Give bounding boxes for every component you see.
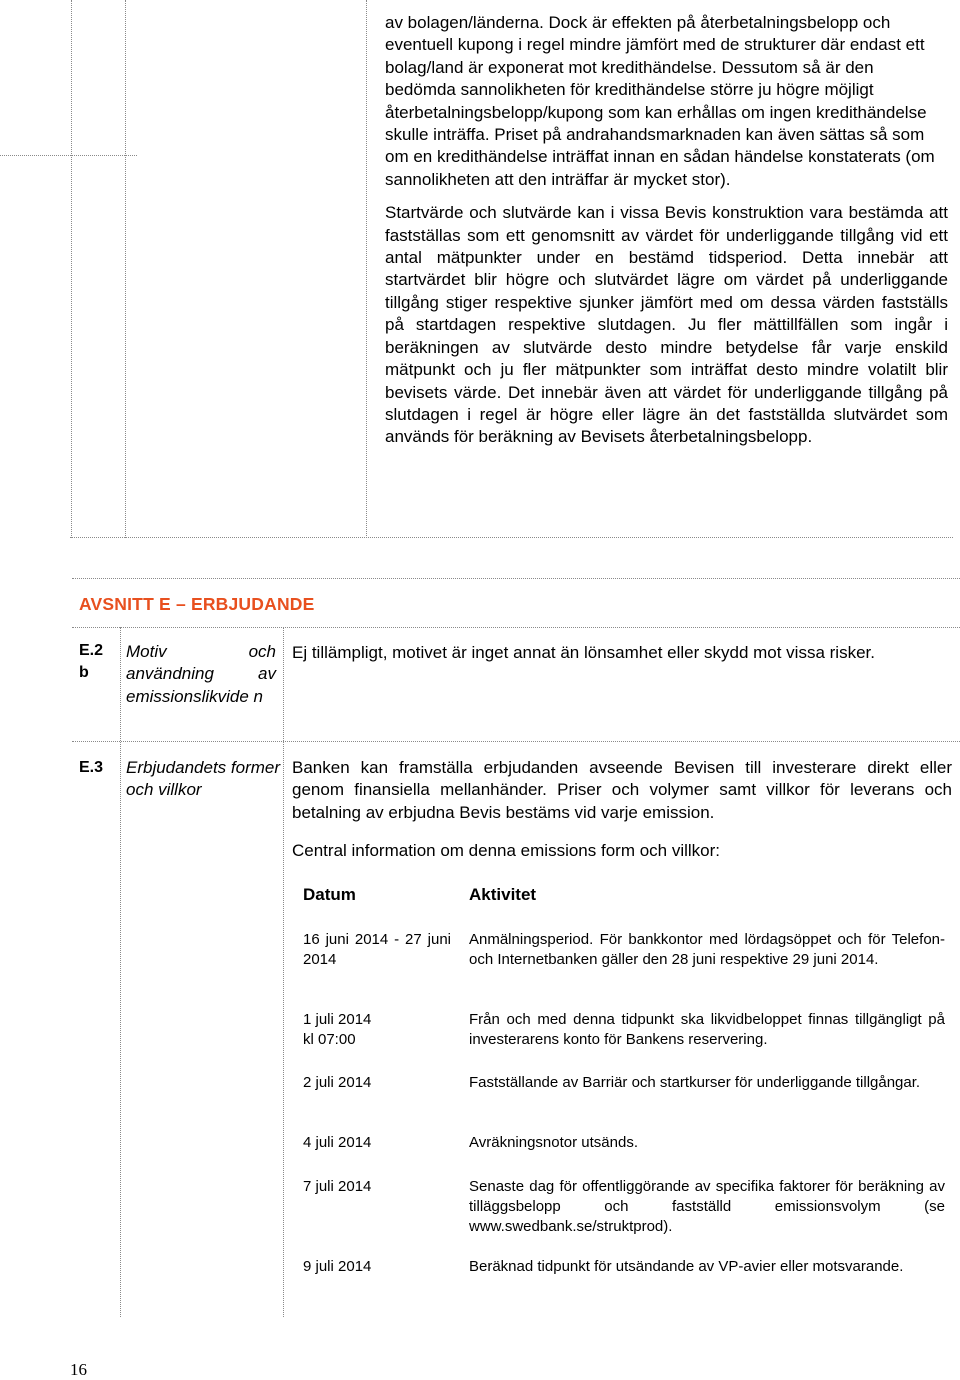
schedule-date-3: 2 juli 2014 <box>303 1074 372 1091</box>
schedule-activity-1: Anmälningsperiod. För bankkontor med lördagsöppet och för Telefon- och Internetbanken gäller den 28 juni respektive 29 juni 2014. <box>469 931 945 968</box>
schedule-date-5: 7 juli 2014 <box>303 1178 372 1195</box>
frame-bottom-rule <box>70 537 953 538</box>
schedule-date-2: 1 juli 2014 kl 07:00 <box>303 1011 372 1048</box>
table-intro: Central information om denna emissions form och villkor: <box>292 841 721 860</box>
frame-margin-rule <box>0 155 137 156</box>
schedule-activity-4: Avräkningsnotor utsänds. <box>469 1134 638 1151</box>
row-text-e3: Banken kan framställa erbjudanden avseende Bevisen till investerare direkt eller genom finansiella mellanhänder. Priser och volymer samt villkor för leverans och betalning av erbjudna Bevis bestäms vid varje emission. <box>292 758 952 822</box>
section-title: AVSNITT E – ERBJUDANDE <box>79 594 315 614</box>
schedule-activity-3: Fastställande av Barriär och startkurser för underliggande tillgångar. <box>469 1074 921 1091</box>
top-text-block <box>385 12 948 449</box>
row-label-e2b: Motiv och användning av emissionslikvide n <box>126 642 276 706</box>
row-divider-e2b <box>72 741 960 742</box>
startvarde-paragraph: Startvärde och slutvärde kan i vissa Bevis konstruktion vara bestämda att fastställas som ett genomsnitt av värdet för underliggande tillgång vid ett antal mätpunkter under en bestämd tidsperiod. Detta innebär att startvärdet blir högre och slutvärdet lägre om värdet på underliggande tillgång stiger respektive sjunker jämfört med om dessa värden fastställs på startdagen respektive slutdagen. Ju fler mättillfällen som ingår i beräkningen av slutvärde desto mindre betydelse får varje enskild mätpunkt och ju fler mätpunkter som inträffat desto mindre volatilt blir bevisets värde. Det innebär även att värdet för underliggande tillgång på slutdagen i regel är högre eller lägre än det fastställda slutvärdet som används för beräkning av Bevisets återbetalningsbelopp. <box>385 203 948 447</box>
page-number: 16 <box>70 1360 87 1379</box>
row-code-e2b: E.2 b <box>79 642 104 681</box>
schedule-activity-6: Beräknad tidpunkt för utsändande av VP-avier eller motsvarande. <box>469 1258 904 1275</box>
column-header-date: Datum <box>303 885 356 904</box>
frame-column-divider-1 <box>125 0 126 538</box>
schedule-activity-5: Senaste dag för offentliggörande av specifika faktorer för beräkning av tilläggsbelopp och fastställd emissionsvolym (se www.swedbank.se/struktprod). <box>469 1178 945 1235</box>
frame-column-divider-2 <box>366 0 367 538</box>
section-column-divider-2 <box>283 627 284 1317</box>
row-label-e3: Erbjudandets former och villkor <box>126 758 281 800</box>
schedule-activity-2: Från och med denna tidpunkt ska likvidbeloppet finnas tillgängligt på investerarens konto för Bankens reservering. <box>469 1011 945 1048</box>
schedule-date-6: 9 juli 2014 <box>303 1258 372 1275</box>
section-top-rule <box>72 578 960 579</box>
continuation-paragraph: av bolagen/länderna. Dock är effekten på återbetalningsbelopp och eventuell kupong i regel mindre jämfört med de strukturer där endast ett bolag/land är exponerat mot kredithändelse. Dessutom så är den bedömda sannolikheten för kredithändelse större ju högre möjligt återbetalningsbelopp/kupong som kan erhållas om ingen kredithändelse skulle inträffa. Priset på andrahandsmarknaden kan även sättas så som om en kredithändelse inträffat innan en sådan händelse konstaterats (om sannolikheten att den inträffar är mycket stor). <box>385 13 935 189</box>
frame-left-border <box>71 0 72 538</box>
row-code-e3: E.3 <box>79 759 104 776</box>
schedule-date-4: 4 juli 2014 <box>303 1134 372 1151</box>
section-column-divider-1 <box>120 627 121 1317</box>
row-text-e2b: Ej tillämpligt, motivet är inget annat än lönsamhet eller skydd mot vissa risker. <box>292 643 875 662</box>
column-header-activity: Aktivitet <box>469 885 537 904</box>
schedule-date-1: 16 juni 2014 - 27 juni 2014 <box>303 931 451 968</box>
section-header-rule <box>72 627 960 628</box>
